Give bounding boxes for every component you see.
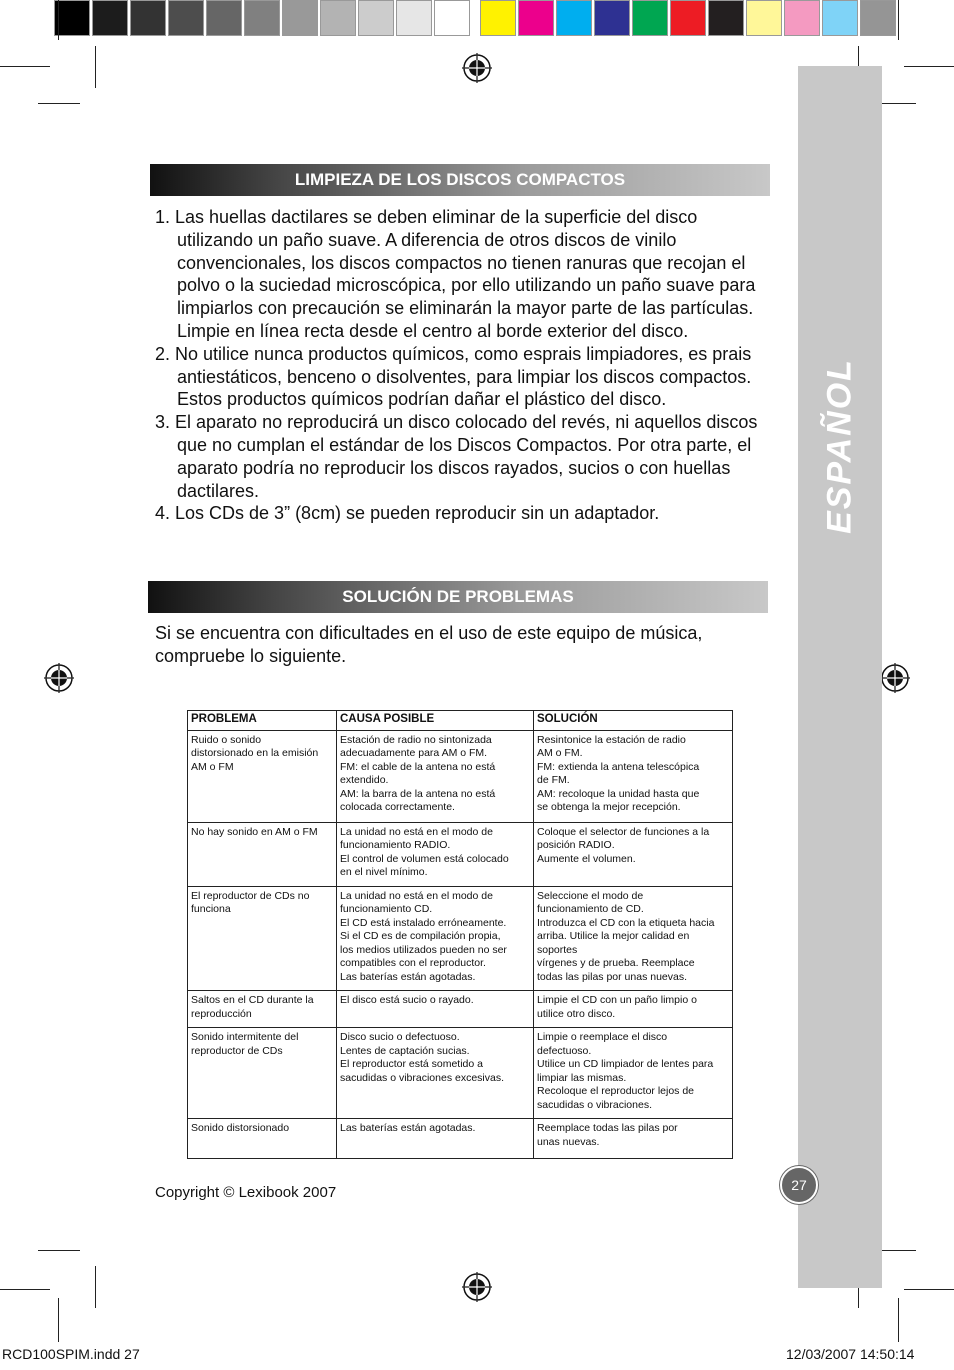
color-swatch bbox=[556, 0, 592, 36]
troubleshooting-table bbox=[187, 710, 733, 1159]
gray-swatch bbox=[244, 0, 280, 36]
cause-cell: Las baterías están agotadas. bbox=[337, 1119, 534, 1159]
gray-swatch bbox=[54, 0, 90, 36]
table-row bbox=[188, 1119, 733, 1159]
cause-cell: La unidad no está en el modo de funcionamiento CD. El CD está instalado erróneamente. Si el CD es de compilación propia, los medios utilizados pueden no ser compatibles con el reproductor. Las baterías están agotadas. bbox=[337, 886, 534, 991]
gray-swatch bbox=[130, 0, 166, 36]
problem-cell: Ruido o sonido distorsionado en la emisión AM o FM bbox=[188, 730, 337, 822]
problem-cell: Sonido intermitente del reproductor de CDs bbox=[188, 1028, 337, 1119]
problem-cell: Sonido distorsionado bbox=[188, 1119, 337, 1159]
printer-color-bar bbox=[54, 0, 898, 40]
solution-cell: Reemplace todas las pilas por unas nuevas. bbox=[534, 1119, 733, 1159]
color-swatch bbox=[822, 0, 858, 36]
column-header-solution: SOLUCIÓN bbox=[534, 711, 733, 731]
table-row bbox=[188, 886, 733, 991]
problem-cell: No hay sonido en AM o FM bbox=[188, 822, 337, 886]
language-tab bbox=[798, 66, 882, 846]
gray-swatch bbox=[320, 0, 356, 36]
list-item: 3. El aparato no reproducirá un disco colocado del revés, ni aquellos discos que no cumplan el estándar de los Discos Compactos. Por otra parte, el aparato podría no reproducir los discos rayados, sucios o con huellas dactilares. bbox=[155, 412, 758, 501]
language-label: ESPAÑOL bbox=[820, 358, 859, 534]
registration-mark-icon bbox=[462, 53, 492, 83]
registration-mark-icon bbox=[880, 663, 910, 693]
gray-swatch bbox=[396, 0, 432, 36]
list-item: 2. No utilice nunca productos químicos, como esprais limpiadores, es prais antiestáticos, benceno o disolventes, para limpiar los discos compactos. Estos productos químicos podrían dañar el plástico del disco. bbox=[155, 343, 752, 410]
solution-cell: Seleccione el modo de funcionamiento de CD. Introduzca el CD con la etiqueta hacia arriba. Utilice la mejor calidad en soportes vírgenes y de prueba. Reemplace todas las pilas por unas nuevas. bbox=[534, 886, 733, 991]
color-swatch bbox=[632, 0, 668, 36]
list-item: 1. Las huellas dactilares se deben eliminar de la superficie del disco utilizando un paño suave. A diferencia de otros discos de vinilo convencionales, los discos compactos no tienen ranuras que recojan el polvo o la suciedad microscópica, por ello utilizando un paño suave para limpiarlos con precaución se eliminarán la mayor parte de las partículas. Limpie en línea recta desde el centro al borde exterior del disco. bbox=[155, 207, 756, 341]
registration-mark-icon bbox=[44, 663, 74, 693]
cause-cell: El disco está sucio o rayado. bbox=[337, 991, 534, 1028]
column-header-problem: PROBLEMA bbox=[188, 711, 337, 731]
solution-cell: Limpie o reemplace el disco defectuoso. Utilice un CD limpiador de lentes para limpiar las mismas. Recoloque el reproductor lejos de sacudidas o vibraciones. bbox=[534, 1028, 733, 1119]
registration-mark-icon bbox=[462, 1272, 492, 1302]
print-timestamp: 12/03/2007 14:50:14 bbox=[786, 1346, 915, 1362]
gray-swatch bbox=[168, 0, 204, 36]
color-swatch bbox=[518, 0, 554, 36]
solution-cell: Coloque el selector de funciones a la posición RADIO. Aumente el volumen. bbox=[534, 822, 733, 886]
cause-cell: Disco sucio o defectuoso. Lentes de captación sucias. El reproductor está sometido a sacudidas o vibraciones excesivas. bbox=[337, 1028, 534, 1119]
solution-cell: Limpie el CD con un paño limpio o utilice otro disco. bbox=[534, 991, 733, 1028]
table-header-row bbox=[188, 711, 733, 731]
table-row bbox=[188, 730, 733, 822]
color-swatch bbox=[670, 0, 706, 36]
gray-swatch bbox=[358, 0, 394, 36]
solution-cell: Resintonice la estación de radio AM o FM. FM: extienda la antena telescópica de FM. AM: recoloque la unidad hasta que se obtenga la mejor recepción. bbox=[534, 730, 733, 822]
color-swatch bbox=[746, 0, 782, 36]
cleaning-instructions-list bbox=[155, 206, 770, 525]
color-swatch bbox=[594, 0, 630, 36]
gray-swatch bbox=[434, 0, 470, 36]
list-item: 4. Los CDs de 3” (8cm) se pueden reproducir sin un adaptador. bbox=[155, 503, 660, 524]
table-row bbox=[188, 991, 733, 1028]
color-swatch bbox=[708, 0, 744, 36]
troubleshooting-intro: Si se encuentra con dificultades en el uso de este equipo de música, compruebe lo siguiente. bbox=[155, 623, 703, 666]
table-row bbox=[188, 822, 733, 886]
gray-swatch bbox=[282, 0, 318, 36]
color-swatch bbox=[784, 0, 820, 36]
color-swatch bbox=[480, 0, 516, 36]
gray-swatch bbox=[206, 0, 242, 36]
copyright-notice: Copyright © Lexibook 2007 bbox=[155, 1184, 337, 1201]
table-row bbox=[188, 1028, 733, 1119]
cause-cell: Estación de radio no sintonizada adecuadamente para AM o FM. FM: el cable de la antena no está extendido. AM: la barra de la antena no está colocada correctamente. bbox=[337, 730, 534, 822]
file-slug: RCD100SPIM.indd 27 bbox=[2, 1346, 140, 1362]
problem-cell: El reproductor de CDs no funciona bbox=[188, 886, 337, 991]
section-header-cleaning: LIMPIEZA DE LOS DISCOS COMPACTOS bbox=[150, 164, 770, 196]
column-header-cause: CAUSA POSIBLE bbox=[337, 711, 534, 731]
section-header-troubleshooting: SOLUCIÓN DE PROBLEMAS bbox=[148, 581, 768, 613]
problem-cell: Saltos en el CD durante la reproducción bbox=[188, 991, 337, 1028]
color-swatch bbox=[860, 0, 896, 36]
page-number-badge: 27 bbox=[780, 1166, 818, 1204]
cause-cell: La unidad no está en el modo de funcionamiento RADIO. El control de volumen está colocado en el nivel mínimo. bbox=[337, 822, 534, 886]
gray-swatch bbox=[92, 0, 128, 36]
